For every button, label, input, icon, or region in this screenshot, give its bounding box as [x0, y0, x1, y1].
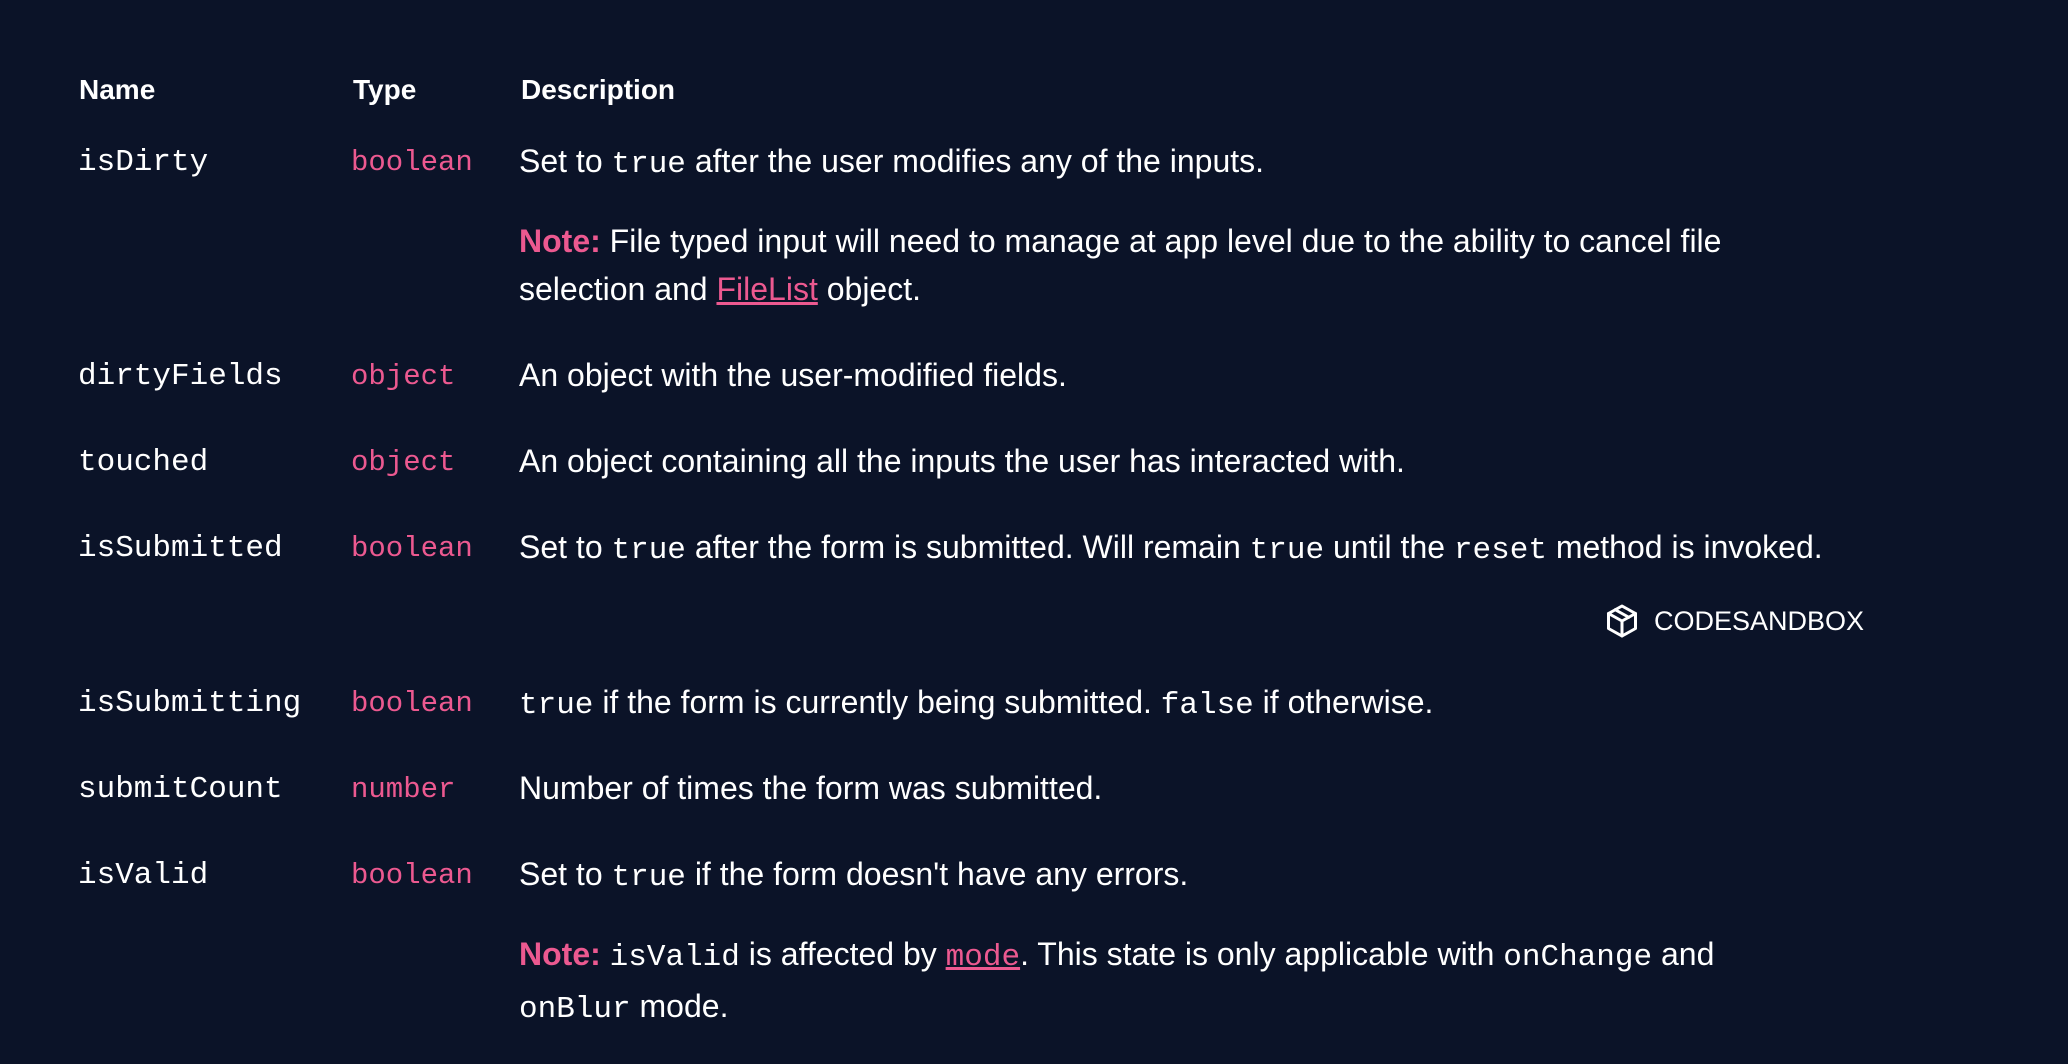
codesandbox-cube-icon [1604, 603, 1640, 639]
note-label: Note: [519, 223, 601, 259]
prop-name-isdirty: isDirty [78, 145, 209, 180]
prop-name-dirtyfields: dirtyFields [78, 359, 283, 394]
header-type: Type [353, 74, 417, 105]
prop-name-touched: touched [78, 445, 209, 480]
header-name: Name [79, 74, 156, 105]
mode-link[interactable]: mode [945, 940, 1021, 975]
prop-type-submitcount: number [351, 773, 456, 806]
prop-desc-touched: An object containing all the inputs the user has interacted with. [519, 443, 1405, 479]
prop-desc-submitcount: Number of times the form was submitted. [519, 770, 1103, 806]
prop-type-touched: object [351, 446, 456, 479]
note-isvalid: Note: isValid is affected by mode. This state is only applicable with onChange and onBlur mode. [519, 936, 1715, 1027]
codesandbox-link[interactable] [1604, 603, 1864, 639]
prop-desc-issubmitting: true if the form is currently being submitted. false if otherwise. [519, 684, 1434, 723]
header-description: Description [521, 74, 676, 105]
prop-name-submitcount: submitCount [78, 772, 283, 807]
codesandbox-label: CODESANDBOX [1654, 605, 1865, 636]
prop-desc-isvalid: Set to true if the form doesn't have any errors. [519, 856, 1189, 895]
filelist-link[interactable]: FileList [716, 271, 818, 307]
note-isdirty: Note: File typed input will need to manage at app level due to the ability to cancel file selection and FileList object. [519, 223, 1722, 307]
prop-name-issubmitting: isSubmitting [78, 686, 302, 721]
prop-type-isdirty: boolean [351, 146, 473, 179]
prop-desc-dirtyfields: An object with the user-modified fields. [519, 357, 1067, 393]
prop-desc-isdirty: Set to true after the user modifies any of the inputs. [519, 143, 1265, 182]
prop-name-issubmitted: isSubmitted [78, 531, 283, 566]
prop-type-isvalid: boolean [351, 859, 473, 892]
prop-type-issubmitted: boolean [351, 532, 473, 565]
prop-name-isvalid: isValid [78, 858, 209, 893]
prop-type-dirtyfields: object [351, 360, 456, 393]
prop-desc-issubmitted: Set to true after the form is submitted. Will remain true until the reset method is invoked. [519, 529, 1823, 568]
note-label: Note: [519, 936, 601, 972]
prop-type-issubmitting: boolean [351, 687, 473, 720]
